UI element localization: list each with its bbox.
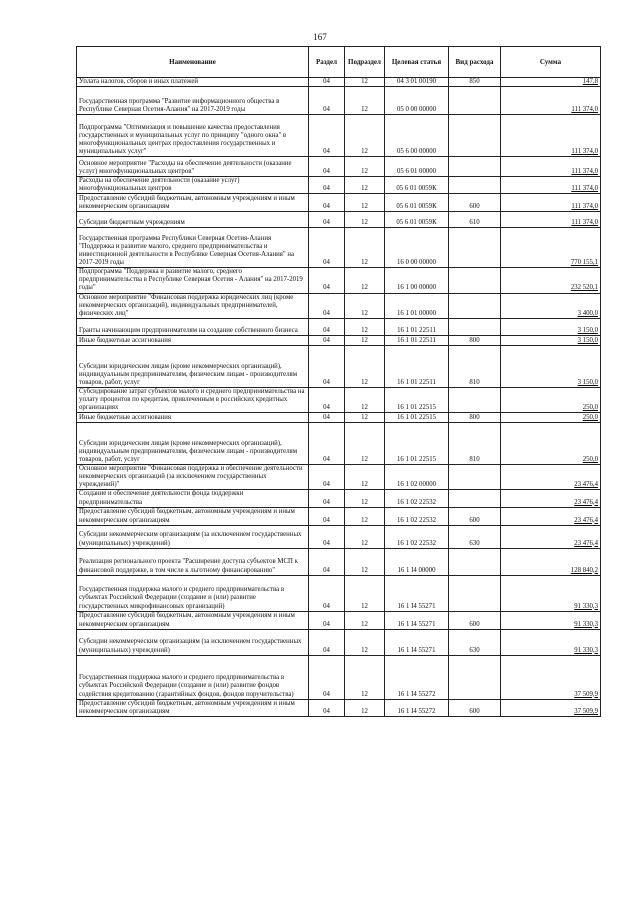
table-row bbox=[77, 78, 601, 87]
row-kind bbox=[449, 465, 501, 490]
row-subsection: 12 bbox=[345, 212, 385, 228]
row-section: 04 bbox=[309, 115, 345, 157]
row-target: 04 3 01 00190 bbox=[385, 78, 449, 87]
row-target: 16 0 00 00000 bbox=[385, 228, 449, 268]
row-kind: 850 bbox=[449, 78, 501, 87]
table-row bbox=[77, 525, 601, 548]
row-sum: 3 400,0 bbox=[501, 293, 601, 318]
row-section: 04 bbox=[309, 335, 345, 345]
row-target: 16 1 I4 55272 bbox=[385, 655, 449, 699]
row-kind: 630 bbox=[449, 629, 501, 655]
row-name: Предоставление субсидий бюджетным, автономным учреждениям и иным некоммерческим организациям bbox=[77, 611, 309, 629]
header-subsection: Подраздел bbox=[345, 47, 385, 78]
row-kind bbox=[449, 490, 501, 507]
table-row bbox=[77, 335, 601, 345]
row-subsection: 12 bbox=[345, 655, 385, 699]
row-name: Субсидии некоммерческим организациям (за исключением государственных (муниципальных) учреждений) bbox=[77, 629, 309, 655]
row-kind: 600 bbox=[449, 194, 501, 212]
row-target: 05 6 01 00000 bbox=[385, 157, 449, 177]
row-section: 04 bbox=[309, 423, 345, 465]
row-section: 04 bbox=[309, 490, 345, 507]
row-sum: 250,0 bbox=[501, 423, 601, 465]
row-subsection: 12 bbox=[345, 194, 385, 212]
table-row bbox=[77, 575, 601, 611]
row-name: Иные бюджетные ассигнования bbox=[77, 413, 309, 423]
row-target: 16 1 01 22515 bbox=[385, 413, 449, 423]
row-subsection: 12 bbox=[345, 115, 385, 157]
row-sum: 111 374,0 bbox=[501, 157, 601, 177]
budget-table bbox=[76, 46, 601, 717]
row-subsection: 12 bbox=[345, 335, 385, 345]
row-name: Субсидии юридическим лицам (кроме некоммерческих организаций), индивидуальным предпринимателям, физическим лицам - производителям товаров, работ, услуг bbox=[77, 345, 309, 387]
row-name: Гранты начинающим предпринимателям на создание собственного бизнеса bbox=[77, 318, 309, 335]
table-row bbox=[77, 345, 601, 387]
row-name: Подпрограмма "Поддержка и развитие малого, среднего предпринимательства в Республике Северная Осетия - Алания" на 2017-2019 годы" bbox=[77, 268, 309, 293]
row-kind bbox=[449, 268, 501, 293]
row-kind bbox=[449, 548, 501, 575]
row-subsection: 12 bbox=[345, 268, 385, 293]
row-kind: 810 bbox=[449, 423, 501, 465]
row-subsection: 12 bbox=[345, 318, 385, 335]
row-name: Государственная программа Республики Северная Осетия-Алания "Поддержка и развитие малого, среднего предпринимательства и инвестиционной деятельности в Республике Северная Осетия-Алания" на 2017-2019 годы bbox=[77, 228, 309, 268]
row-sum: 3 150,0 bbox=[501, 318, 601, 335]
row-name: Предоставление субсидий бюджетным, автономным учреждениям и иным некоммерческим организациям bbox=[77, 507, 309, 525]
row-section: 04 bbox=[309, 575, 345, 611]
row-target: 05 0 00 00000 bbox=[385, 87, 449, 115]
row-kind bbox=[449, 655, 501, 699]
row-target: 16 1 02 22532 bbox=[385, 507, 449, 525]
row-section: 04 bbox=[309, 268, 345, 293]
row-target: 16 1 01 00000 bbox=[385, 293, 449, 318]
table-row bbox=[77, 611, 601, 629]
row-name: Субсидии бюджетным учреждениям bbox=[77, 212, 309, 228]
row-section: 04 bbox=[309, 525, 345, 548]
row-target: 16 1 01 22511 bbox=[385, 335, 449, 345]
row-sum: 232 520,1 bbox=[501, 268, 601, 293]
row-sum: 91 330,3 bbox=[501, 611, 601, 629]
row-kind bbox=[449, 157, 501, 177]
row-section: 04 bbox=[309, 87, 345, 115]
table-row bbox=[77, 699, 601, 716]
row-target: 16 1 02 00000 bbox=[385, 465, 449, 490]
row-subsection: 12 bbox=[345, 87, 385, 115]
row-kind: 800 bbox=[449, 335, 501, 345]
row-sum: 23 476,4 bbox=[501, 490, 601, 507]
row-section: 04 bbox=[309, 465, 345, 490]
row-kind bbox=[449, 575, 501, 611]
row-target: 16 1 I4 55271 bbox=[385, 575, 449, 611]
row-sum: 111 374,0 bbox=[501, 194, 601, 212]
row-subsection: 12 bbox=[345, 465, 385, 490]
row-sum: 37 509,9 bbox=[501, 699, 601, 716]
table-row bbox=[77, 655, 601, 699]
row-subsection: 12 bbox=[345, 548, 385, 575]
row-kind: 600 bbox=[449, 611, 501, 629]
row-section: 04 bbox=[309, 78, 345, 87]
header-section: Раздел bbox=[309, 47, 345, 78]
row-target: 16 1 01 22511 bbox=[385, 345, 449, 387]
row-section: 04 bbox=[309, 413, 345, 423]
row-section: 04 bbox=[309, 699, 345, 716]
row-name: Субсидирование затрат субъектов малого и среднего предпринимательства на уплату процентов по кредитам, привлеченным в российских кредитных организациях bbox=[77, 387, 309, 412]
row-name: Основное мероприятие "Расходы на обеспечение деятельности (оказание услуг) многофункциональных центров" bbox=[77, 157, 309, 177]
row-kind bbox=[449, 228, 501, 268]
row-kind: 600 bbox=[449, 507, 501, 525]
row-target: 16 1 I4 55272 bbox=[385, 699, 449, 716]
row-target: 05 6 01 0059К bbox=[385, 212, 449, 228]
row-subsection: 12 bbox=[345, 611, 385, 629]
row-subsection: 12 bbox=[345, 78, 385, 87]
row-kind: 600 bbox=[449, 699, 501, 716]
row-target: 16 1 01 22515 bbox=[385, 423, 449, 465]
row-name: Подпрограмма "Оптимизация и повышение качества предоставления государственных и муниципальных услуг по принципу "одного окна" в многофункциональных центрах предоставления государственных и муниципальных услуг" bbox=[77, 115, 309, 157]
table-row bbox=[77, 423, 601, 465]
row-section: 04 bbox=[309, 611, 345, 629]
header-sum: Сумма bbox=[501, 47, 601, 78]
row-sum: 3 150,0 bbox=[501, 335, 601, 345]
row-target: 16 1 02 22532 bbox=[385, 525, 449, 548]
row-section: 04 bbox=[309, 629, 345, 655]
row-sum: 128 840,2 bbox=[501, 548, 601, 575]
table-row bbox=[77, 413, 601, 423]
row-section: 04 bbox=[309, 194, 345, 212]
row-kind bbox=[449, 115, 501, 157]
row-sum: 250,0 bbox=[501, 387, 601, 412]
row-section: 04 bbox=[309, 387, 345, 412]
row-section: 04 bbox=[309, 212, 345, 228]
row-kind bbox=[449, 87, 501, 115]
row-kind: 810 bbox=[449, 345, 501, 387]
row-target: 16 1 01 22515 bbox=[385, 387, 449, 412]
row-sum: 111 374,0 bbox=[501, 177, 601, 194]
row-target: 05 6 00 00000 bbox=[385, 115, 449, 157]
row-subsection: 12 bbox=[345, 423, 385, 465]
row-target: 05 6 01 0059К bbox=[385, 177, 449, 194]
row-sum: 23 476,4 bbox=[501, 507, 601, 525]
row-subsection: 12 bbox=[345, 525, 385, 548]
table-row bbox=[77, 212, 601, 228]
row-name: Предоставление субсидий бюджетным, автономным учреждениям и иным некоммерческим организациям bbox=[77, 194, 309, 212]
table-row bbox=[77, 507, 601, 525]
row-subsection: 12 bbox=[345, 177, 385, 194]
row-sum: 23 476,4 bbox=[501, 465, 601, 490]
header-name: Наименование bbox=[77, 47, 309, 78]
table-row bbox=[77, 465, 601, 490]
row-section: 04 bbox=[309, 228, 345, 268]
row-name: Субсидии некоммерческим организациям (за исключением государственных (муниципальных) учреждений) bbox=[77, 525, 309, 548]
row-target: 16 1 I4 55271 bbox=[385, 629, 449, 655]
header-kind: Вид расхода bbox=[449, 47, 501, 78]
row-subsection: 12 bbox=[345, 387, 385, 412]
row-kind bbox=[449, 293, 501, 318]
row-name: Субсидии юридическим лицам (кроме некоммерческих организаций), индивидуальным предпринимателям, физическим лицам - производителям товаров, работ, услуг bbox=[77, 423, 309, 465]
row-target: 16 1 00 00000 bbox=[385, 268, 449, 293]
row-section: 04 bbox=[309, 507, 345, 525]
row-section: 04 bbox=[309, 177, 345, 194]
row-subsection: 12 bbox=[345, 345, 385, 387]
table-row bbox=[77, 387, 601, 412]
row-name: Реализация регионального проекта "Расширение доступа субъектов МСП к финансовой поддержке, в том числе к льготному финансированию" bbox=[77, 548, 309, 575]
row-name: Государственная поддержка малого и среднего предпринимательства в субъектах Российской Федерации (создание и (или) развитие государственных микрофинансовых организаций) bbox=[77, 575, 309, 611]
row-kind bbox=[449, 387, 501, 412]
header-target: Целевая статья bbox=[385, 47, 449, 78]
row-section: 04 bbox=[309, 548, 345, 575]
row-subsection: 12 bbox=[345, 629, 385, 655]
row-kind: 630 bbox=[449, 525, 501, 548]
row-target: 16 1 I4 00000 bbox=[385, 548, 449, 575]
table-header-row bbox=[77, 47, 601, 78]
row-sum: 111 374,0 bbox=[501, 115, 601, 157]
row-section: 04 bbox=[309, 345, 345, 387]
row-sum: 111 374,0 bbox=[501, 212, 601, 228]
row-section: 04 bbox=[309, 293, 345, 318]
row-target: 16 1 01 22511 bbox=[385, 318, 449, 335]
row-subsection: 12 bbox=[345, 157, 385, 177]
row-sum: 91 330,3 bbox=[501, 575, 601, 611]
row-subsection: 12 bbox=[345, 413, 385, 423]
row-name: Государственная поддержка малого и среднего предпринимательства в субъектах Российской Федерации (создание и (или) развитие фондов содействия кредитованию (гарантийных фондов, фондов поручительства) bbox=[77, 655, 309, 699]
row-subsection: 12 bbox=[345, 293, 385, 318]
row-sum: 23 476,4 bbox=[501, 525, 601, 548]
table-row bbox=[77, 490, 601, 507]
table-row bbox=[77, 157, 601, 177]
table-row bbox=[77, 228, 601, 268]
row-name: Основное мероприятие "Финансовая поддержка юридических лиц (кроме некоммерческих организаций), индивидуальных предпринимателей, физических лиц" bbox=[77, 293, 309, 318]
row-name: Предоставление субсидий бюджетным, автономным учреждениям и иным некоммерческим организациям bbox=[77, 699, 309, 716]
table-row bbox=[77, 87, 601, 115]
row-subsection: 12 bbox=[345, 507, 385, 525]
row-sum: 250,0 bbox=[501, 413, 601, 423]
row-section: 04 bbox=[309, 655, 345, 699]
table-row bbox=[77, 318, 601, 335]
row-target: 05 6 01 0059К bbox=[385, 194, 449, 212]
row-sum: 37 509,9 bbox=[501, 655, 601, 699]
row-sum: 3 150,0 bbox=[501, 345, 601, 387]
row-name: Основное мероприятие "Финансовая поддержка и обеспечение деятельности некоммерческих организаций (за исключением государственных учреждений)" bbox=[77, 465, 309, 490]
table-row bbox=[77, 548, 601, 575]
row-kind: 610 bbox=[449, 212, 501, 228]
row-kind bbox=[449, 318, 501, 335]
row-sum: 147,8 bbox=[501, 78, 601, 87]
row-name: Создание и обеспечение деятельности фонда поддержки предпринимательства bbox=[77, 490, 309, 507]
row-section: 04 bbox=[309, 318, 345, 335]
row-subsection: 12 bbox=[345, 699, 385, 716]
row-subsection: 12 bbox=[345, 228, 385, 268]
row-name: Уплата налогов, сборов и иных платежей bbox=[77, 78, 309, 87]
row-name: Государственная программа "Развитие информационного общества в Республике Северная Осетия-Алания" на 2017-2019 годы bbox=[77, 87, 309, 115]
row-kind bbox=[449, 177, 501, 194]
row-sum: 91 330,3 bbox=[501, 629, 601, 655]
table-row bbox=[77, 115, 601, 157]
table-row bbox=[77, 293, 601, 318]
row-subsection: 12 bbox=[345, 490, 385, 507]
row-section: 04 bbox=[309, 157, 345, 177]
table-row bbox=[77, 177, 601, 194]
row-subsection: 12 bbox=[345, 575, 385, 611]
row-target: 16 1 I4 55271 bbox=[385, 611, 449, 629]
table-row bbox=[77, 194, 601, 212]
row-sum: 770 155,1 bbox=[501, 228, 601, 268]
table-row bbox=[77, 629, 601, 655]
table-body bbox=[77, 78, 601, 717]
table-row bbox=[77, 268, 601, 293]
row-sum: 111 374,0 bbox=[501, 87, 601, 115]
page-number: 167 bbox=[313, 32, 327, 42]
row-kind: 800 bbox=[449, 413, 501, 423]
row-name: Иные бюджетные ассигнования bbox=[77, 335, 309, 345]
row-name: Расходы на обеспечение деятельности (оказание услуг) многофункциональных центров bbox=[77, 177, 309, 194]
row-target: 16 1 02 22532 bbox=[385, 490, 449, 507]
